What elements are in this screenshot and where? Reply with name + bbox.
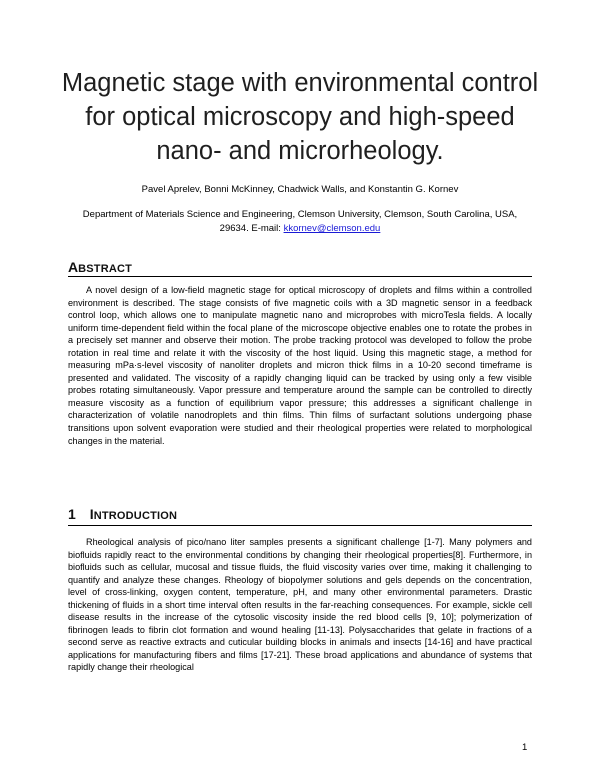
introduction-text: Rheological analysis of pico/nano liter samples presents a significant challenge [1-7]. Many polymers and biofluids rapidly react to the environmental conditions by changing their rheological properties[8]. Furthermore, in biofluids such as cellular, mucosal and tissue fluids, the fluid viscosity varies over time, making it challenging to quantify and analyze these changes. Rheology of biopolymer solutions and gels depends on the concentration, level of cross-linking, oxygen content, temperature, pH, and many other environmental parameters. Drastic thickening of fluids in a short time interval often results in the far-reaching consequences. For example, sickle cell disease results in the increase of the cytosolic viscosity inside the red blood cells [9, 10]; polymerization of fibrinogen leads to fibrin clot formation and wound healing [11-13]. Polysaccharides that gelate in fractions of a second serve as reactive extracts and cuticular building blocks in animals and insects [14-16] and have practical applications for manufacturing fibers and films [17-21]. These broad applications and abundance of systems that rapidly change their rheological xyxy=(68,537,532,673)
affiliation-text: Department of Materials Science and Engineering, Clemson University, Clemson, South Carolina, USA, 29634. E-mail: xyxy=(82,209,518,234)
section-number: 1 xyxy=(68,506,76,522)
abstract-heading-initial: A xyxy=(68,259,79,275)
email-link[interactable]: kkornev@clemson.edu xyxy=(283,223,381,234)
page-number: 1 xyxy=(522,742,528,753)
paper-title: Magnetic stage with environmental control for optical microscopy and high-speed nano- and microrheology. xyxy=(61,69,539,165)
introduction-heading xyxy=(68,506,177,524)
introduction-divider xyxy=(68,525,532,526)
abstract-divider xyxy=(68,276,532,277)
abstract-heading-rest: BSTRACT xyxy=(78,263,133,275)
abstract-text: A novel design of a low-field magnetic stage for optical microscopy of droplets and films within a controlled environment is described. The stage consists of five magnetic coils with a 3D magnetic sensor in a feedback control loop, which allows one to manipulate magnetic nano and microprobes with microTesla fields. A locally uniform time-dependent field within the focal plane of the microscope objective enables one to rotate the probes in a precisely set manner and observe their motion. The probe tracking protocol was developed to follow the probe rotation in real time and relate it with the viscosity of the host liquid. Using this magnetic stage, a method for measuring mPa·s-level viscosity of nanoliter droplets and micron thick films in a 10-20 second timeframe is presented and validated. The viscosity of a rapidly changing liquid can be tracked by using only a few visible probes rotating simultaneously. Vapor pressure and temperature around the sample can be controlled to directly measure viscosity as a function of equilibrium vapor pressure; this addresses a significant challenge in characterization of volatile nanodroplets and thin films. Thin films of surfactant solutions undergoing phase transitions upon solvent evaporation were studied and their rheological properties were related to morphological changes in the material. xyxy=(68,285,532,446)
affiliation xyxy=(70,208,530,236)
author-list: Pavel Aprelev, Bonni McKinney, Chadwick Walls, and Konstantin G. Kornev xyxy=(141,184,459,195)
introduction-heading-initial: I xyxy=(89,506,94,522)
introduction-heading-rest: NTRODUCTION xyxy=(93,510,178,522)
abstract-heading xyxy=(68,259,132,277)
